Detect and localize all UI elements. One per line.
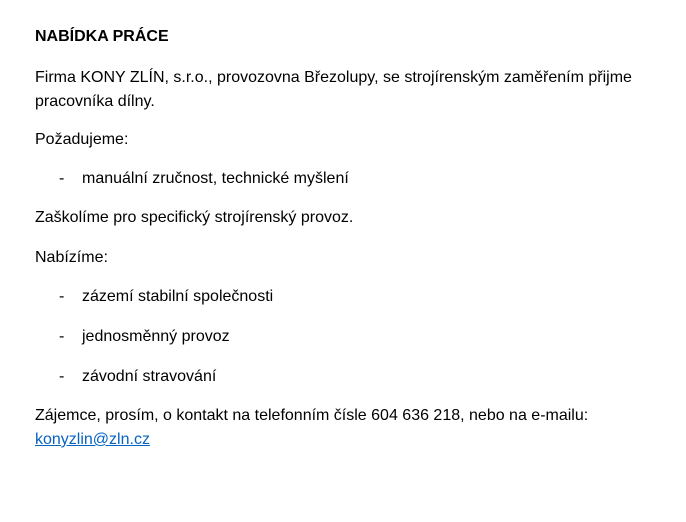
list-item (35, 326, 665, 348)
contact-text: Zájemce, prosím, o kontakt na telefonním čísle 604 636 218, nebo na e-mailu: (35, 407, 589, 424)
bullet-dash: - (59, 328, 65, 345)
list-item (35, 286, 665, 308)
contact-paragraph (35, 404, 665, 452)
requirement-text: manuální zručnost, technické myšlení (82, 170, 349, 187)
bullet-dash: - (59, 288, 65, 305)
offer-text: závodní stravování (82, 368, 217, 385)
job-offer-document (35, 27, 665, 452)
intro-paragraph: Firma KONY ZLÍN, s.r.o., provozovna Březolupy, se strojírenským zaměřením přijme pracovníka dílny. (35, 69, 632, 110)
document-title: NABÍDKA PRÁCE (35, 28, 169, 45)
offer-text: zázemí stabilní společnosti (82, 288, 274, 305)
requirements-heading: Požadujeme: (35, 131, 129, 148)
training-paragraph: Zaškolíme pro specifický strojírenský provoz. (35, 209, 354, 226)
bullet-dash: - (59, 170, 65, 187)
bullet-dash: - (59, 368, 65, 385)
list-item (35, 168, 665, 190)
list-item (35, 366, 665, 388)
offers-heading: Nabízíme: (35, 249, 108, 266)
offer-text: jednosměnný provoz (82, 328, 230, 345)
email-link[interactable]: konyzlin@zln.cz (35, 431, 150, 448)
